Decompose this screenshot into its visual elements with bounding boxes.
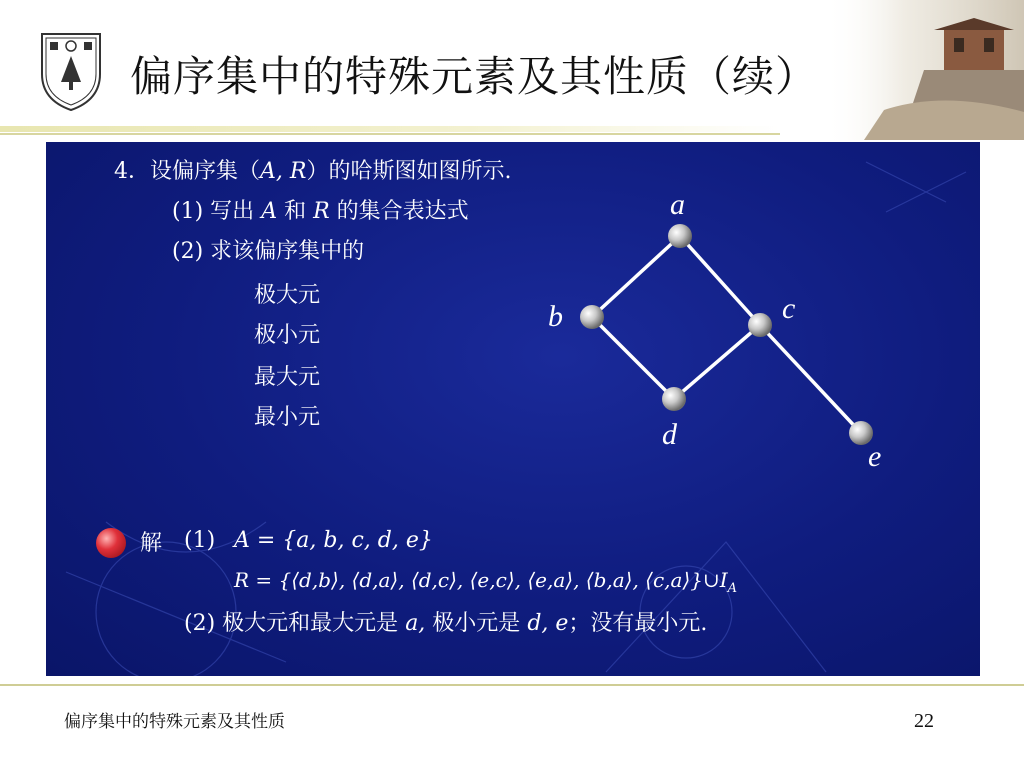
header-rule-thin: [0, 133, 780, 135]
solution-line-2: (2) 极大元和最大元是 a, 极小元是 d, e；没有最小元.: [184, 611, 708, 636]
problem-sub-2: (2) 求该偏序集中的: [172, 239, 365, 264]
node-c: [748, 313, 772, 337]
footer-rule: [0, 684, 1024, 686]
item-maximal: 极大元: [254, 283, 321, 308]
node-label-d: d: [662, 418, 677, 451]
node-a: [668, 224, 692, 248]
node-label-b: b: [548, 300, 563, 333]
edge-b-d: [592, 317, 674, 399]
content-panel: [46, 142, 980, 676]
edge-c-e: [760, 325, 861, 433]
edge-a-c: [680, 236, 760, 325]
page-title: 偏序集中的特殊元素及其性质（续）: [130, 52, 819, 101]
solution-relation-R: R = {⟨d,b⟩, ⟨d,a⟩, ⟨d,c⟩, ⟨e,c⟩, ⟨e,a⟩, ⟨b,a⟩, $⟨c,a⟩\}\cup I_A$: [234, 568, 738, 596]
page-number: 22: [914, 710, 934, 732]
problem-sub-1: (1) 写出 A 和 R 的集合表达式: [172, 199, 469, 224]
edge-a-b: [592, 236, 680, 317]
edge-c-d: [674, 325, 760, 399]
node-d: [662, 387, 686, 411]
footer-text: 偏序集中的特殊元素及其性质: [64, 712, 285, 732]
solution-num-1: (1): [184, 528, 216, 553]
node-b: [580, 305, 604, 329]
node-label-a: a: [670, 188, 685, 221]
item-least: 最小元: [254, 405, 321, 430]
node-label-c: c: [782, 292, 796, 325]
item-minimal: 极小元: [254, 323, 321, 348]
solution-label: 解: [140, 531, 163, 556]
tower-image: [824, 0, 1024, 140]
node-label-e: e: [868, 440, 882, 473]
university-logo: [36, 30, 106, 114]
item-greatest: 最大元: [254, 365, 321, 390]
header-rule: [0, 126, 780, 132]
solution-set-A: A = {a, b, c, d, e}: [234, 528, 433, 553]
solution-bullet-icon: [96, 528, 126, 558]
problem-line-1: 4．设偏序集（A, R）的哈斯图如图所示.: [114, 159, 512, 184]
